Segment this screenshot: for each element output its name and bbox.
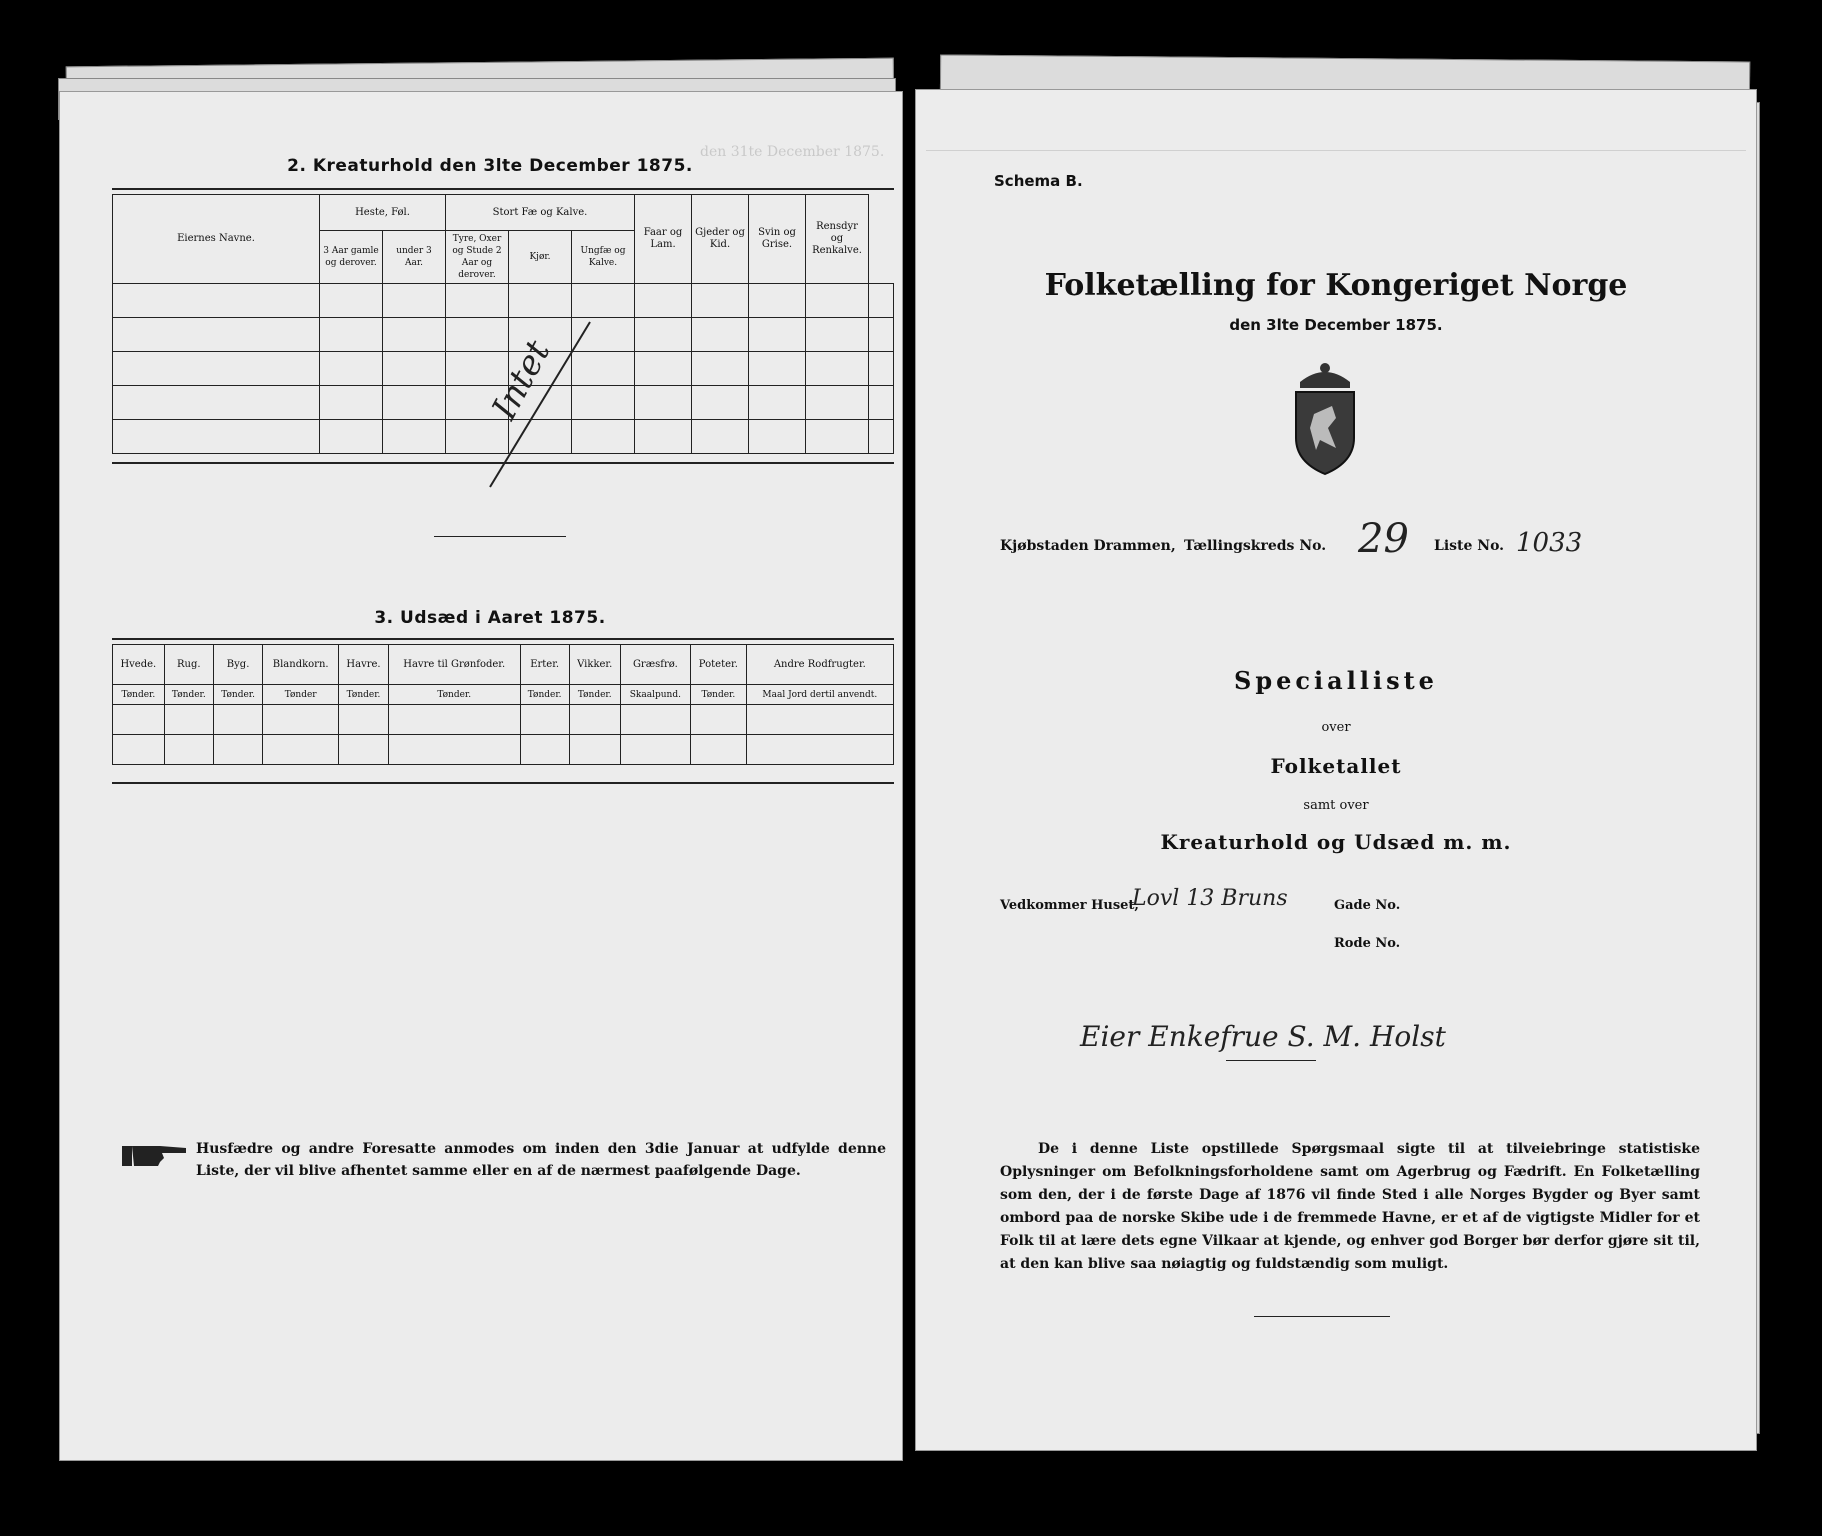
schema-label: Schema B.	[994, 172, 1083, 190]
house-line	[1000, 886, 1700, 926]
sowing-col-unit: Tønder.	[520, 685, 569, 705]
table-cell	[263, 735, 339, 765]
section3-title: 3. Udsæd i Aaret 1875.	[374, 608, 606, 628]
col-sheep: Faar og Lam.	[635, 195, 692, 284]
sowing-col-header: Hvede.	[113, 645, 165, 685]
sowing-col-header: Erter.	[520, 645, 569, 685]
sowing-col-header: Poteter.	[691, 645, 747, 685]
sowing-col-header: Græsfrø.	[620, 645, 690, 685]
table-cell	[388, 705, 520, 735]
sowing-col-header: Havre.	[339, 645, 389, 685]
table-cell	[691, 705, 747, 735]
table-cell	[213, 735, 262, 765]
sowing-col-header: Andre Rodfrugter.	[746, 645, 893, 685]
col-goats: Gjeder og Kid.	[692, 195, 749, 284]
table-row	[113, 735, 894, 765]
col-reindeer: Rensdyr og Renkalve.	[806, 195, 869, 284]
house-label: Vedkommer Huset,	[1000, 898, 1139, 913]
table-cell	[213, 705, 262, 735]
sowing-col-unit: Tønder.	[113, 685, 165, 705]
table-cell	[113, 705, 165, 735]
sowing-col-unit: Tønder	[263, 685, 339, 705]
col-horses-young: under 3 Aar.	[383, 231, 446, 284]
table-cell	[746, 705, 893, 735]
sowing-col-unit: Tønder.	[569, 685, 620, 705]
owner-handwriting: Eier Enkefrue S. M. Holst	[1080, 1020, 1446, 1053]
table-cell	[339, 735, 389, 765]
col-cattle-young: Ungfæ og Kalve.	[572, 231, 635, 284]
sowing-col-unit: Tønder.	[388, 685, 520, 705]
closing-divider	[1254, 1316, 1390, 1317]
over-text: over	[1321, 720, 1351, 735]
left-page	[60, 92, 902, 1460]
section2-title: 2. Kreaturhold den 3lte December 1875.	[287, 156, 693, 176]
col-horses-adult: 3 Aar gamle og derover.	[320, 231, 383, 284]
coat-of-arms-emblem	[1280, 358, 1370, 478]
handwritten-intet: Intet	[484, 334, 559, 426]
specialliste-title: Specialliste	[1234, 666, 1438, 695]
sowing-table	[112, 644, 894, 765]
sowing-col-unit: Maal Jord dertil anvendt.	[746, 685, 893, 705]
col-horses: Heste, Føl.	[320, 195, 446, 231]
table-cell	[164, 735, 213, 765]
folketallet-text: Folketallet	[1270, 754, 1402, 778]
district-number: 29	[1358, 516, 1409, 562]
sowing-col-unit: Skaalpund.	[620, 685, 690, 705]
rode-label: Rode No.	[1334, 936, 1401, 951]
ghost-bleed-text: den 31te December 1875.	[700, 144, 885, 160]
sowing-col-header: Blandkorn.	[263, 645, 339, 685]
col-cattle-cows: Kjør.	[509, 231, 572, 284]
gade-label: Gade No.	[1334, 898, 1401, 913]
col-cattle: Stort Fæ og Kalve.	[446, 195, 635, 231]
sowing-table-bottom-rule	[112, 782, 894, 784]
table-cell	[113, 735, 165, 765]
kreaturhold-text: Kreaturhold og Udsæd m. m.	[1160, 830, 1512, 854]
list-label: Liste No.	[1434, 538, 1505, 554]
handwritten-slash	[480, 312, 600, 492]
table-cell	[620, 705, 690, 735]
table-cell	[520, 705, 569, 735]
table-cell	[746, 735, 893, 765]
owner-underline	[1226, 1060, 1316, 1061]
explanation-paragraph: De i denne Liste opstillede Spørgsmaal sigte til at tilveiebringe statistiske Oplysninger om Befolkningsforholdene samt om Agerbrug og Fædrift. En Folketælling som den, der i de første Dage af 1876 vil finde Sted i alle Norges Bygder og Byer samt ombord paa de norske Skibe ude i de fremmede Havne, er et af de vigtigste Midler for et Folk til at lære dets egne Vilkaar at kjende, og enhver god Borger bør derfor gjøre sit til, at den kan blive saa nøiagtig og fuldstændig som muligt.	[1000, 1141, 1700, 1272]
table-cell	[569, 735, 620, 765]
col-cattle-oxen: Tyre, Oxer og Stude 2 Aar og derover.	[446, 231, 509, 284]
col-pigs: Svin og Grise.	[749, 195, 806, 284]
table-cell	[164, 705, 213, 735]
sowing-col-header: Vikker.	[569, 645, 620, 685]
district-label: Tællingskreds No.	[1184, 538, 1327, 554]
census-title: Folketælling for Kongeriget Norge	[1044, 268, 1628, 303]
sowing-col-unit: Tønder.	[213, 685, 262, 705]
list-number: 1033	[1516, 528, 1583, 558]
table-cell	[620, 735, 690, 765]
notice-text: Husfædre og andre Foresatte anmodes om inden den 3die Januar at udfylde denne Liste, der vil blive afhentet samme eller en af de nærmest paafølgende Dage.	[196, 1141, 886, 1179]
house-value: Lovl 13 Bruns	[1132, 886, 1288, 911]
sowing-col-unit: Tønder.	[339, 685, 389, 705]
table-cell	[520, 735, 569, 765]
table-cell	[339, 705, 389, 735]
census-subtitle: den 3lte December 1875.	[1229, 316, 1443, 334]
sowing-col-unit: Tønder.	[691, 685, 747, 705]
sowing-col-header: Havre til Grønfoder.	[388, 645, 520, 685]
divider	[434, 536, 566, 537]
table-cell	[569, 705, 620, 735]
table-top-rule	[112, 188, 894, 190]
location-line	[1000, 516, 1700, 568]
town-label: Kjøbstaden Drammen,	[1000, 538, 1176, 554]
sowing-col-header: Rug.	[164, 645, 213, 685]
sowing-col-unit: Tønder.	[164, 685, 213, 705]
table-cell	[388, 735, 520, 765]
table-cell	[263, 705, 339, 735]
col-owners: Eiernes Navne.	[113, 195, 320, 284]
sowing-table-top-rule	[112, 638, 894, 640]
sowing-col-header: Byg.	[213, 645, 262, 685]
samt-over-text: samt over	[1303, 798, 1369, 813]
table-cell	[691, 735, 747, 765]
table-row	[113, 705, 894, 735]
pointing-hand-icon	[120, 1138, 190, 1174]
right-page	[916, 90, 1756, 1450]
